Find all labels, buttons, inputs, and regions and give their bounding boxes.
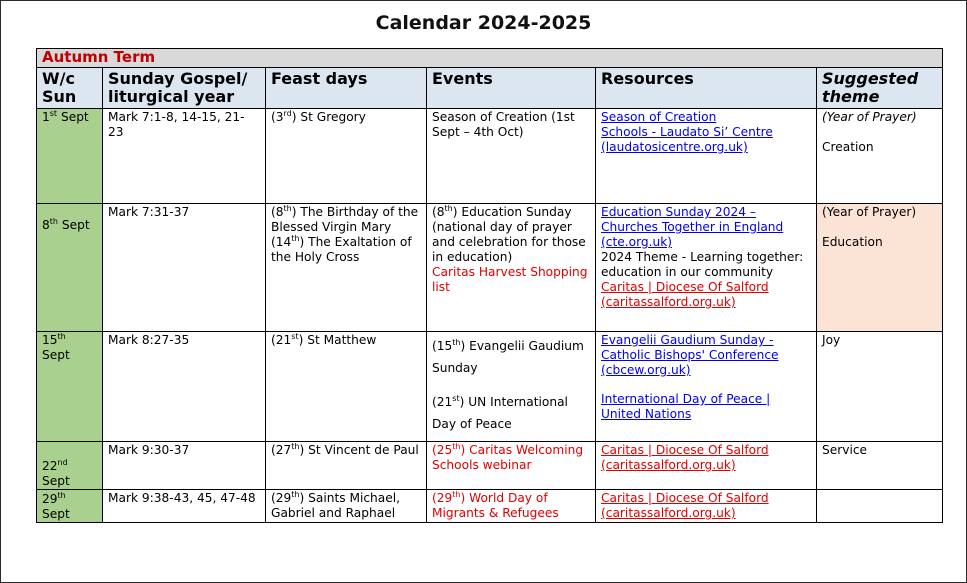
resource-link[interactable]: Caritas | Diocese Of Salford (caritassalford.org.uk) <box>601 491 769 520</box>
feast-name: Saints Michael, Gabriel and Raphael <box>271 491 401 520</box>
wc-suffix: nd <box>57 457 68 467</box>
event-text: Caritas Welcoming Schools webinar <box>432 443 584 472</box>
feast-suffix: th <box>291 489 300 499</box>
gospel-cell: Mark 7:31-37 <box>103 204 266 332</box>
header-wc: W/c Sun <box>37 68 103 109</box>
event-day: 29 <box>436 491 453 505</box>
feast-name: St Gregory <box>300 110 366 124</box>
feast-name: St Vincent de Paul <box>308 443 419 457</box>
wc-month: Sept <box>61 218 90 232</box>
feast-suffix: th <box>283 203 292 213</box>
feast-name: The Birthday of the Blessed Virgin Mary <box>271 205 419 234</box>
gospel-cell: Mark 8:27-35 <box>103 332 266 442</box>
resource-link[interactable]: International Day of Peace | United Nations <box>601 392 771 421</box>
resources-cell <box>596 490 817 523</box>
events-cell: (15th) Evangelii Gaudium Sunday (21st) UN International Day of Peace <box>427 332 596 442</box>
theme-prefix: (Year of Prayer) <box>822 205 917 219</box>
event-text: World Day of Migrants & Refugees <box>432 491 559 520</box>
theme-cell <box>817 490 943 523</box>
event-red-text: Caritas Harvest Shopping list <box>432 265 588 294</box>
feast-day: 21 <box>275 333 292 347</box>
feast-cell: (27th) St Vincent de Paul <box>266 442 427 490</box>
theme-text: Education <box>822 235 883 249</box>
gospel-cell: Mark 7:1-8, 14-15, 21-23 <box>103 109 266 204</box>
wc-day: 8 <box>42 218 50 232</box>
theme-cell <box>817 109 943 204</box>
header-events: Events <box>427 68 596 109</box>
term-label: Autumn Term <box>37 49 943 68</box>
events-cell: (8th) Education Sunday (national day of prayer and celebration for those in education) Caritas Harvest Shopping list <box>427 204 596 332</box>
header-gospel: Sunday Gospel/ liturgical year <box>103 68 266 109</box>
feast-suffix: th <box>291 233 300 243</box>
feast-cell: (3rd) St Gregory <box>266 109 427 204</box>
resources-cell <box>596 332 817 442</box>
feast-cell: (29th) Saints Michael, Gabriel and Raphael <box>266 490 427 523</box>
feast-day: 3 <box>275 110 284 124</box>
event-text: Education Sunday (national day of prayer and celebration for those in education) <box>432 205 586 264</box>
feast-suffix: th <box>291 441 300 451</box>
resource-link[interactable]: Schools - Laudato Si’ Centre (laudatosicentre.org.uk) <box>601 125 773 154</box>
feast-day: 27 <box>275 443 292 457</box>
event-suffix: th <box>444 203 453 213</box>
events-cell <box>427 109 596 204</box>
event-day: 8 <box>436 205 445 219</box>
table-row <box>37 109 943 204</box>
header-theme: Suggested theme <box>817 68 943 109</box>
resources-cell <box>596 204 817 332</box>
wc-day: 22 <box>42 459 58 473</box>
feast-day: 14 <box>275 235 292 249</box>
wc-month: Sept <box>42 507 70 521</box>
event-day: 21 <box>436 395 453 409</box>
resource-link[interactable]: Caritas | Diocese Of Salford (caritassalford.org.uk) <box>601 280 769 309</box>
resource-text: 2024 Theme - Learning together: education in our community <box>601 250 804 279</box>
feast-cell: (8th) The Birthday of the Blessed Virgin Mary (14th) The Exaltation of the Holy Cross <box>266 204 427 332</box>
event-suffix: st <box>452 393 460 403</box>
table-row <box>37 204 943 332</box>
resources-cell <box>596 109 817 204</box>
wc-suffix: st <box>49 108 58 118</box>
feast-name: The Exaltation of the Holy Cross <box>271 235 412 264</box>
feast-cell: (21st) St Matthew <box>266 332 427 442</box>
event-suffix: th <box>452 489 461 499</box>
wc-day: 1 <box>42 110 50 124</box>
wc-suffix: th <box>57 331 66 341</box>
header-feast: Feast days <box>266 68 427 109</box>
resource-link[interactable]: Caritas | Diocese Of Salford (caritassalford.org.uk) <box>601 443 769 472</box>
wc-cell <box>37 109 103 204</box>
theme-prefix: (Year of Prayer) <box>822 110 917 124</box>
wc-cell <box>37 490 103 523</box>
feast-suffix: st <box>291 331 299 341</box>
feast-name: St Matthew <box>307 333 377 347</box>
feast-day: 29 <box>275 491 292 505</box>
resource-link[interactable]: Evangelii Gaudium Sunday - Catholic Bishops' Conference (cbcew.org.uk) <box>601 333 779 377</box>
wc-cell <box>37 204 103 332</box>
header-resources: Resources <box>596 68 817 109</box>
page-title: Calendar 2024-2025 <box>375 12 592 34</box>
theme-cell: Joy <box>817 332 943 442</box>
wc-suffix: th <box>49 216 58 226</box>
term-row <box>37 49 943 68</box>
resource-link[interactable]: Season of Creation <box>601 110 717 124</box>
feast-suffix: rd <box>283 108 292 118</box>
event-text: UN International Day of Peace <box>432 395 568 431</box>
resources-cell <box>596 442 817 490</box>
event-day: 15 <box>436 339 453 353</box>
wc-cell <box>37 332 103 442</box>
table-row <box>37 332 943 442</box>
header-row <box>37 68 943 109</box>
calendar-table <box>36 48 943 523</box>
events-cell: (25th) Caritas Welcoming Schools webinar <box>427 442 596 490</box>
event-day: 25 <box>436 443 453 457</box>
events-cell: (29th) World Day of Migrants & Refugees <box>427 490 596 523</box>
theme-cell <box>817 204 943 332</box>
event-suffix: th <box>452 441 461 451</box>
theme-cell: Service <box>817 442 943 490</box>
gospel-cell: Mark 9:38-43, 45, 47-48 <box>103 490 266 523</box>
resource-link[interactable]: Education Sunday 2024 – Churches Together in England (cte.org.uk) <box>601 205 784 249</box>
wc-day: 15 <box>42 333 58 347</box>
event-text: Evangelii Gaudium Sunday <box>432 339 584 375</box>
wc-cell <box>37 442 103 490</box>
theme-text: Creation <box>822 140 874 154</box>
feast-day: 8 <box>275 205 284 219</box>
event-text: Season of Creation (1st Sept – 4th Oct) <box>432 110 575 139</box>
wc-suffix: th <box>57 490 66 500</box>
wc-month: Sept <box>42 474 70 488</box>
table-row <box>37 442 943 490</box>
table-row <box>37 490 943 523</box>
event-suffix: th <box>452 337 461 347</box>
gospel-cell: Mark 9:30-37 <box>103 442 266 490</box>
wc-month: Sept <box>42 348 70 362</box>
wc-day: 29 <box>42 492 58 506</box>
wc-month: Sept <box>60 110 89 124</box>
